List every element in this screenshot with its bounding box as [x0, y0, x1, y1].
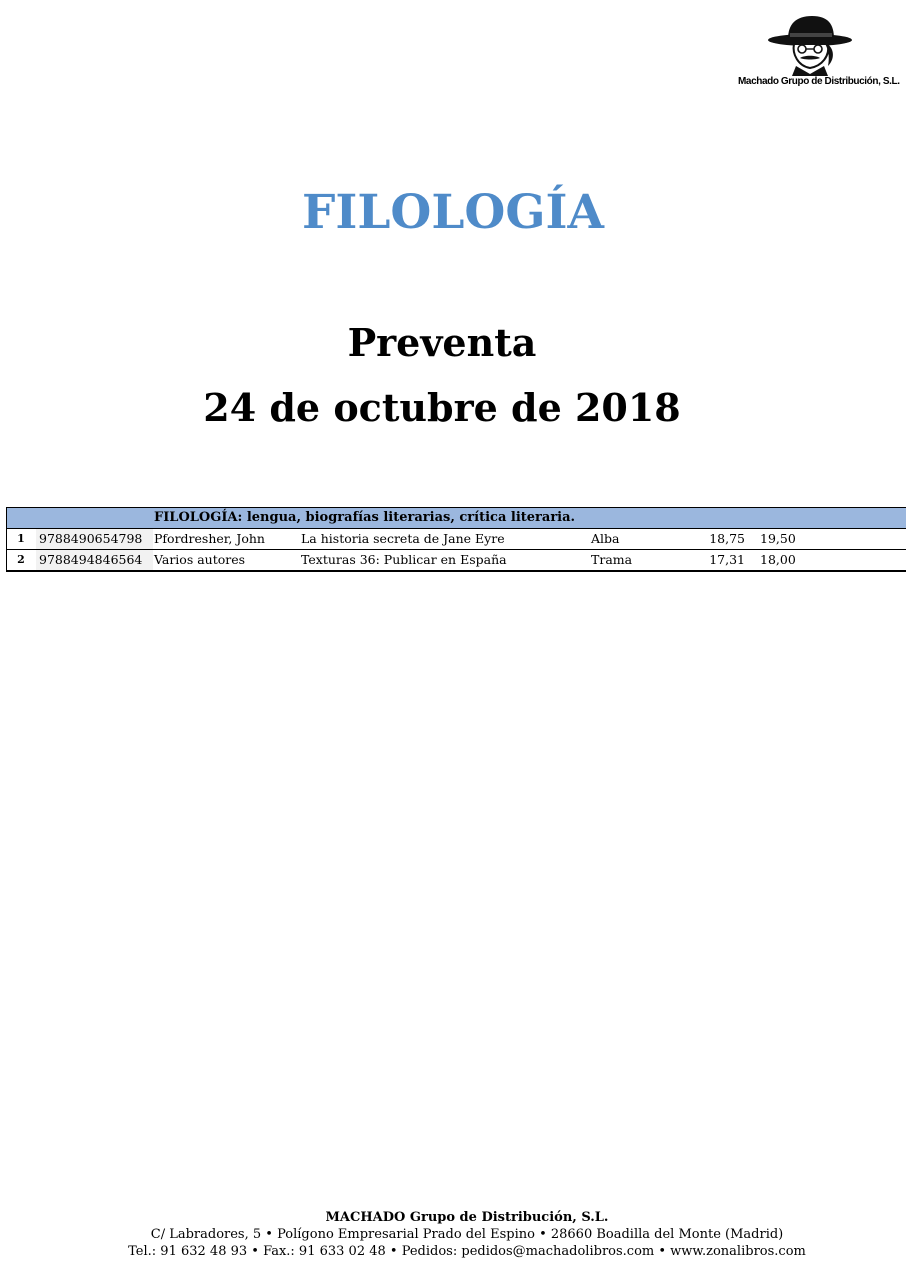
publisher-cell: Alba — [591, 531, 620, 546]
catalog-category-header — [7, 508, 906, 529]
page-footer — [0, 1209, 906, 1260]
subtitle-presale: Preventa — [347, 320, 537, 365]
book-title-cell: Texturas 36: Publicar en España — [301, 552, 507, 567]
subtitle-date: 24 de octubre de 2018 — [203, 385, 681, 430]
price-with-vat-cell: 18,00 — [760, 552, 796, 567]
logo-company-name: Machado Grupo de Distribución, S.L. — [738, 76, 900, 87]
author-cell: Pfordresher, John — [154, 531, 265, 546]
isbn-cell: 9788490654798 — [36, 529, 153, 549]
table-row — [7, 529, 906, 549]
isbn-cell: 9788494846564 — [36, 550, 153, 570]
company-logo — [738, 10, 900, 94]
price-without-vat-cell: 17,31 — [709, 552, 745, 567]
book-title-cell: La historia secreta de Jane Eyre — [301, 531, 505, 546]
row-number: 1 — [17, 532, 25, 545]
publisher-cell: Trama — [591, 552, 633, 567]
footer-contact: Tel.: 91 632 48 93 • Fax.: 91 633 02 48 • Pedidos: pedidos@machadolibros.com • www.zonalibros.com — [128, 1244, 806, 1259]
category-label: FILOLOGÍA: lengua, biografías literarias, crítica literaria. — [154, 510, 576, 525]
author-cell: Varios autores — [154, 552, 246, 567]
row-number: 2 — [17, 553, 25, 566]
price-with-vat-cell: 19,50 — [760, 531, 796, 546]
footer-address: C/ Labradores, 5 • Polígono Empresarial Prado del Espino • 28660 Boadilla del Monte (Madrid) — [150, 1227, 784, 1242]
catalog-table — [6, 507, 906, 572]
footer-company: MACHADO Grupo de Distribución, S.L. — [325, 1210, 609, 1225]
machado-hat-face-icon — [738, 10, 886, 76]
page-title: FILOLOGÍA — [302, 185, 604, 240]
table-row — [7, 549, 906, 570]
price-without-vat-cell: 18,75 — [709, 531, 745, 546]
